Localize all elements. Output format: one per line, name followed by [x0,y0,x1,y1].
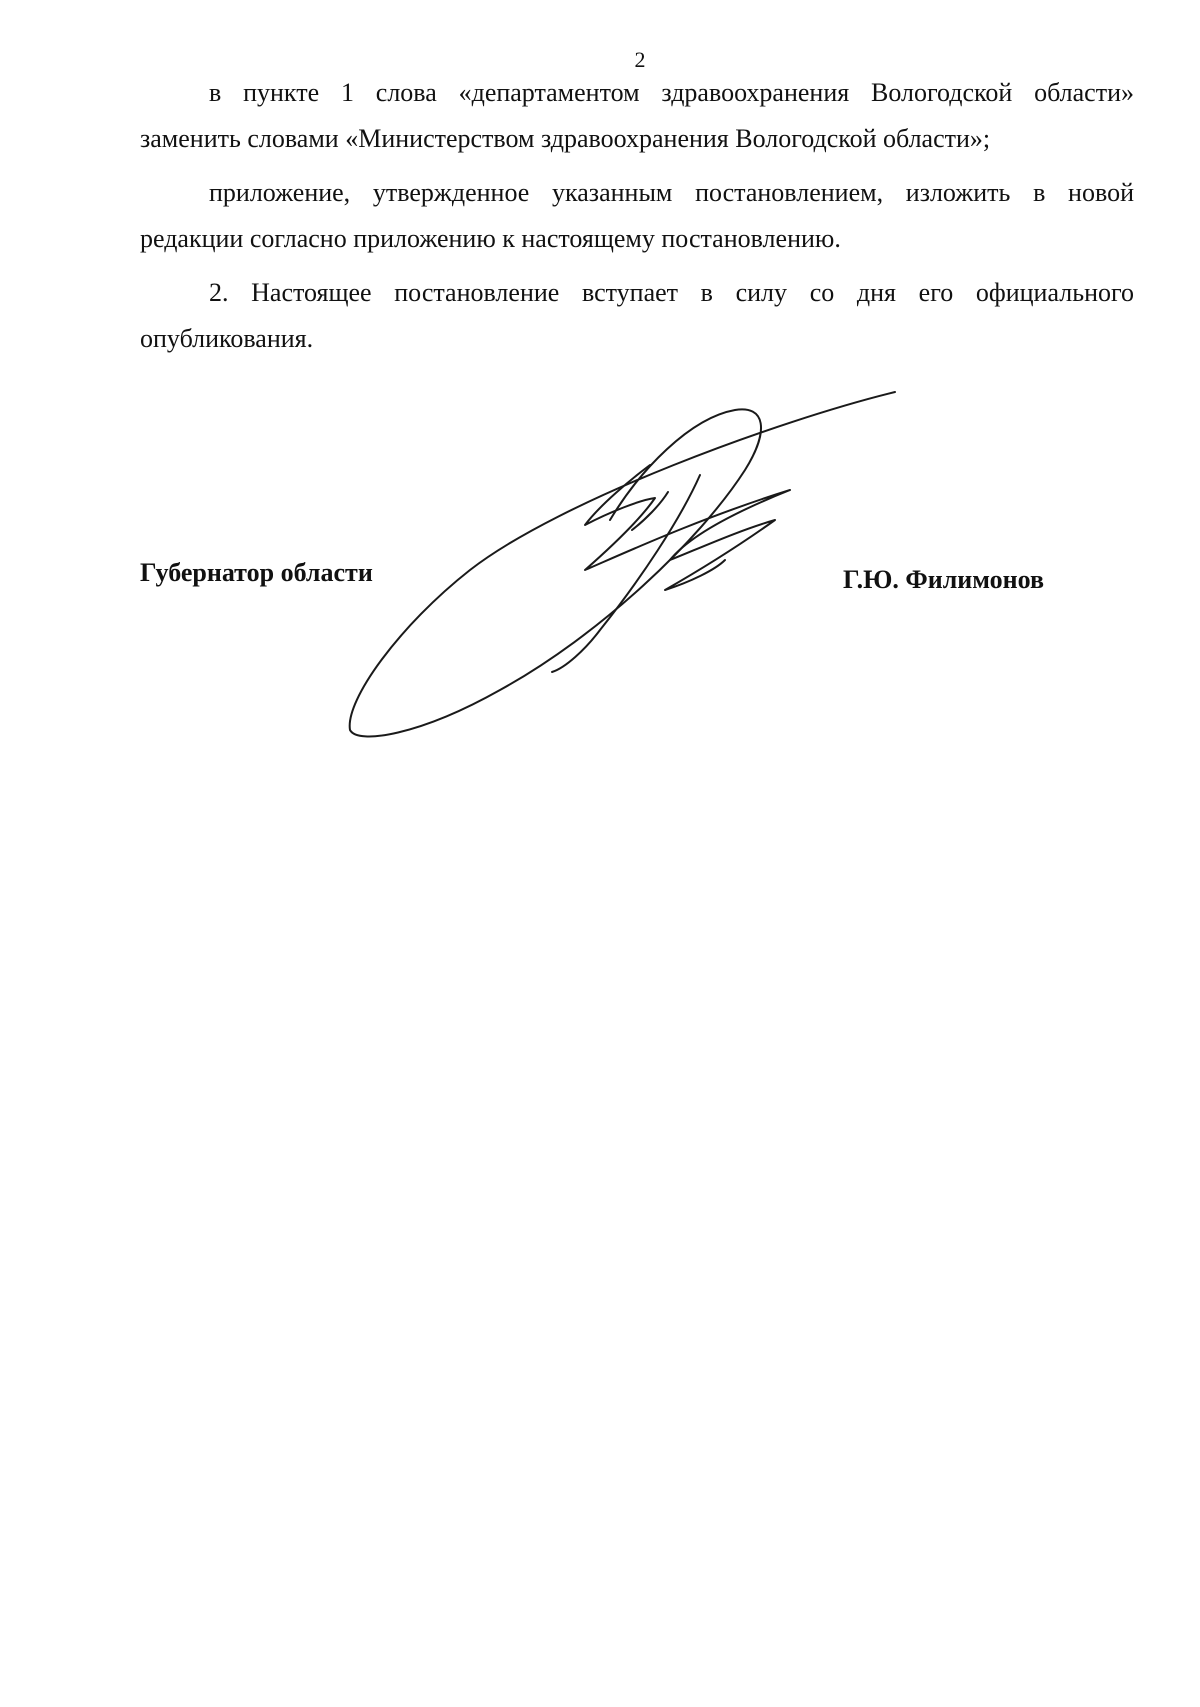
signature-loop-stroke [350,392,895,737]
page-number: 2 [634,47,646,72]
paragraph-appendix-new-edition: приложение, утвержденное указанным постановлением, изложить в новой редакции согласно приложению к настоящему постановлению. [140,178,1134,253]
signatory-position: Губернатор области [140,558,373,587]
paragraph-entry-into-force: 2. Настоящее постановление вступает в силу со дня его официального опубликования. [140,278,1134,353]
signature-hook-stroke [632,492,668,530]
signatory-name: Г.Ю. Филимонов [843,565,1045,594]
signature-zigzag-stroke [585,465,790,590]
paragraph-amend-point-1: в пункте 1 слова «департаментом здравоохранения Вологодской области» заменить словами «Министерством здравоохранения Вологодской области»; [140,78,1134,153]
signature-block [0,0,1200,800]
handwritten-signature [0,0,1200,800]
